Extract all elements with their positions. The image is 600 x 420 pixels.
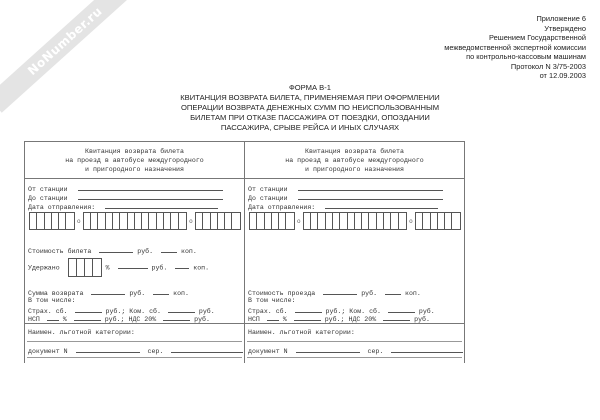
series-label: сер. (147, 348, 164, 355)
series-label: сер. (367, 348, 384, 355)
departure-date-row (248, 202, 438, 212)
separator-dot: o (296, 217, 301, 225)
insurance-label: Страх. сб. (248, 308, 288, 315)
box-group-2[interactable] (303, 212, 407, 230)
travel-cost-rub-field[interactable] (323, 288, 357, 295)
from-station-field[interactable] (78, 184, 223, 191)
rub-label: руб.; (325, 308, 346, 315)
rub-label: руб. (129, 290, 146, 297)
withheld-kop-field[interactable] (175, 262, 189, 269)
ticket-cost-label: Стоимость билета (28, 248, 92, 255)
kop-label: коп. (181, 248, 197, 255)
box-group-3[interactable] (415, 212, 461, 230)
form-code: ФОРМА В-1 (289, 83, 331, 92)
ticket-cost-rub-field[interactable] (99, 246, 133, 253)
category-label: Наимен. льготной категории: (28, 329, 135, 336)
rub-label: руб. (198, 308, 215, 315)
nsp-rub-field[interactable] (294, 314, 321, 321)
to-station-field[interactable] (298, 193, 443, 200)
rub-label: руб. (414, 316, 430, 323)
document-row (248, 346, 463, 356)
refund-sum-rub-field[interactable] (91, 288, 125, 295)
form-title-line: БИЛЕТАМ ПРИ ОТКАЗЕ ПАССАЖИРА ОТ ПОЕЗДКИ, ОПОЗДАНИИ (190, 113, 430, 122)
insurance-label: Страх. сб. (28, 308, 68, 315)
from-station-field[interactable] (298, 184, 443, 191)
form-title-line: ПАССАЖИРА, СРЫВЕ РЕЙСА И ИНЫХ СЛУЧАЯХ (220, 123, 400, 132)
approval-line: Приложение 6 (536, 14, 586, 23)
to-station-label: До станции (248, 195, 288, 202)
box-group-2[interactable] (83, 212, 187, 230)
approval-line: Протокол N 3/75-2003 (510, 61, 586, 71)
header-line: и пригородного назначения (305, 166, 404, 174)
box-group-1[interactable] (249, 212, 295, 230)
insurance-field[interactable] (295, 306, 322, 313)
to-station-field[interactable] (78, 193, 223, 200)
withheld-row (28, 258, 209, 277)
document-label: документ N (248, 348, 288, 355)
header-line: и пригородного назначения (85, 166, 184, 174)
commission-field[interactable] (388, 306, 415, 313)
commission-label: Ком. сб. (349, 308, 381, 315)
nsp-label: НСП (28, 316, 40, 323)
rub-label: руб. (418, 308, 435, 315)
approval-line: по контрольно-кассовым машинам (466, 52, 586, 61)
vat-field[interactable] (163, 314, 190, 321)
departure-date-row (28, 202, 218, 212)
nsp-percent-field[interactable] (47, 314, 59, 321)
header-line: Квитанция возврата билета (85, 148, 184, 155)
section-divider (245, 323, 464, 324)
withheld-percent-boxes[interactable] (68, 258, 102, 277)
separator-dot: o (189, 217, 193, 225)
approval-line: Утверждено (544, 23, 586, 33)
vat-label: НДС 20% (128, 316, 157, 323)
header-line: на проезд в автобусе междугородного (285, 157, 424, 165)
rub-label: руб. (361, 290, 378, 297)
receipt-right (244, 142, 464, 363)
category-field-line[interactable] (247, 341, 462, 342)
refund-sum-kop-field[interactable] (153, 288, 169, 295)
bottom-line (27, 357, 242, 358)
percent-label: % (105, 264, 110, 272)
departure-date-label: Дата отправления: (28, 204, 96, 211)
kop-label: коп. (173, 290, 189, 297)
from-station-label: От станции (28, 186, 68, 193)
from-station-label: От станции (248, 186, 288, 193)
form-title-line: КВИТАНЦИЯ ВОЗВРАТА БИЛЕТА, ПРИМЕНЯЕМАЯ ПРИ ОФОРМЛЕНИИ (180, 93, 440, 102)
receipt-form-table (24, 141, 465, 363)
form-title (160, 83, 460, 133)
header-line: на проезд в автобусе междугородного (65, 157, 204, 165)
withheld-label: Удержано (28, 264, 60, 272)
rub-label: руб.; (324, 316, 345, 323)
approval-line: межведомственной экспертной комиссии (444, 42, 586, 52)
nsp-label: НСП (248, 316, 260, 323)
percent-label: % (62, 316, 67, 323)
series-field[interactable] (391, 346, 463, 353)
receipt-header (25, 142, 244, 179)
receipt-left (25, 142, 244, 363)
separator-dot: o (76, 217, 81, 225)
including-row (28, 297, 75, 305)
percent-label: % (282, 316, 287, 323)
receipt-header (245, 142, 464, 179)
commission-label: Ком. сб. (129, 308, 161, 315)
vat-label: НДС 20% (348, 316, 377, 323)
ticket-number-boxes (249, 212, 461, 230)
departure-date-field[interactable] (325, 202, 438, 209)
approval-block (444, 14, 586, 81)
section-divider (25, 323, 244, 324)
ticket-number-boxes (29, 212, 241, 230)
category-row (248, 329, 355, 337)
box-group-1[interactable] (29, 212, 75, 230)
watermark: NoNumber.ru (0, 0, 143, 113)
kop-label: коп. (404, 290, 421, 297)
series-field[interactable] (171, 346, 243, 353)
approval-line: Решением Государственной (489, 33, 586, 42)
including-row (248, 297, 295, 305)
including-label: В том числе: (248, 297, 296, 304)
travel-cost-label: Стоимость проезда (248, 290, 316, 297)
form-title-line: ОПЕРАЦИИ ВОЗВРАТА ДЕНЕЖНЫХ СУММ ПО НЕИСПОЛЬЗОВАННЫМ (180, 103, 440, 112)
ticket-cost-kop-field[interactable] (161, 246, 177, 253)
approval-line: от 12.09.2003 (539, 71, 586, 80)
header-line: Квитанция возврата билета (305, 148, 404, 155)
separator-dot: o (409, 217, 413, 225)
document-number-field[interactable] (76, 346, 140, 353)
to-station-label: До станции (28, 195, 68, 202)
rub-label: руб. (137, 248, 154, 255)
document-row (28, 346, 243, 356)
document-label: документ N (28, 348, 68, 355)
category-field-line[interactable] (27, 341, 242, 342)
box-group-3[interactable] (195, 212, 241, 230)
commission-field[interactable] (168, 306, 195, 313)
rub-label: руб.; (105, 308, 126, 315)
rub-label: руб. (194, 316, 210, 323)
departure-date-field[interactable] (105, 202, 218, 209)
category-label: Наимен. льготной категории: (248, 329, 355, 336)
ticket-cost-row (28, 246, 197, 256)
rub-label: руб. (151, 264, 168, 272)
category-row (28, 329, 135, 337)
rub-label: руб.; (104, 316, 125, 323)
travel-cost-kop-field[interactable] (385, 288, 401, 295)
document-number-field[interactable] (296, 346, 360, 353)
refund-sum-label: Сумма возврата (28, 290, 84, 297)
bottom-line (247, 357, 462, 358)
withheld-rub-field[interactable] (118, 262, 148, 269)
insurance-field[interactable] (75, 306, 102, 313)
departure-date-label: Дата отправления: (248, 204, 316, 211)
including-label: В том числе: (28, 297, 76, 304)
vat-field[interactable] (383, 314, 410, 321)
nsp-percent-field[interactable] (267, 314, 279, 321)
kop-label: коп. (193, 264, 210, 272)
nsp-rub-field[interactable] (74, 314, 101, 321)
